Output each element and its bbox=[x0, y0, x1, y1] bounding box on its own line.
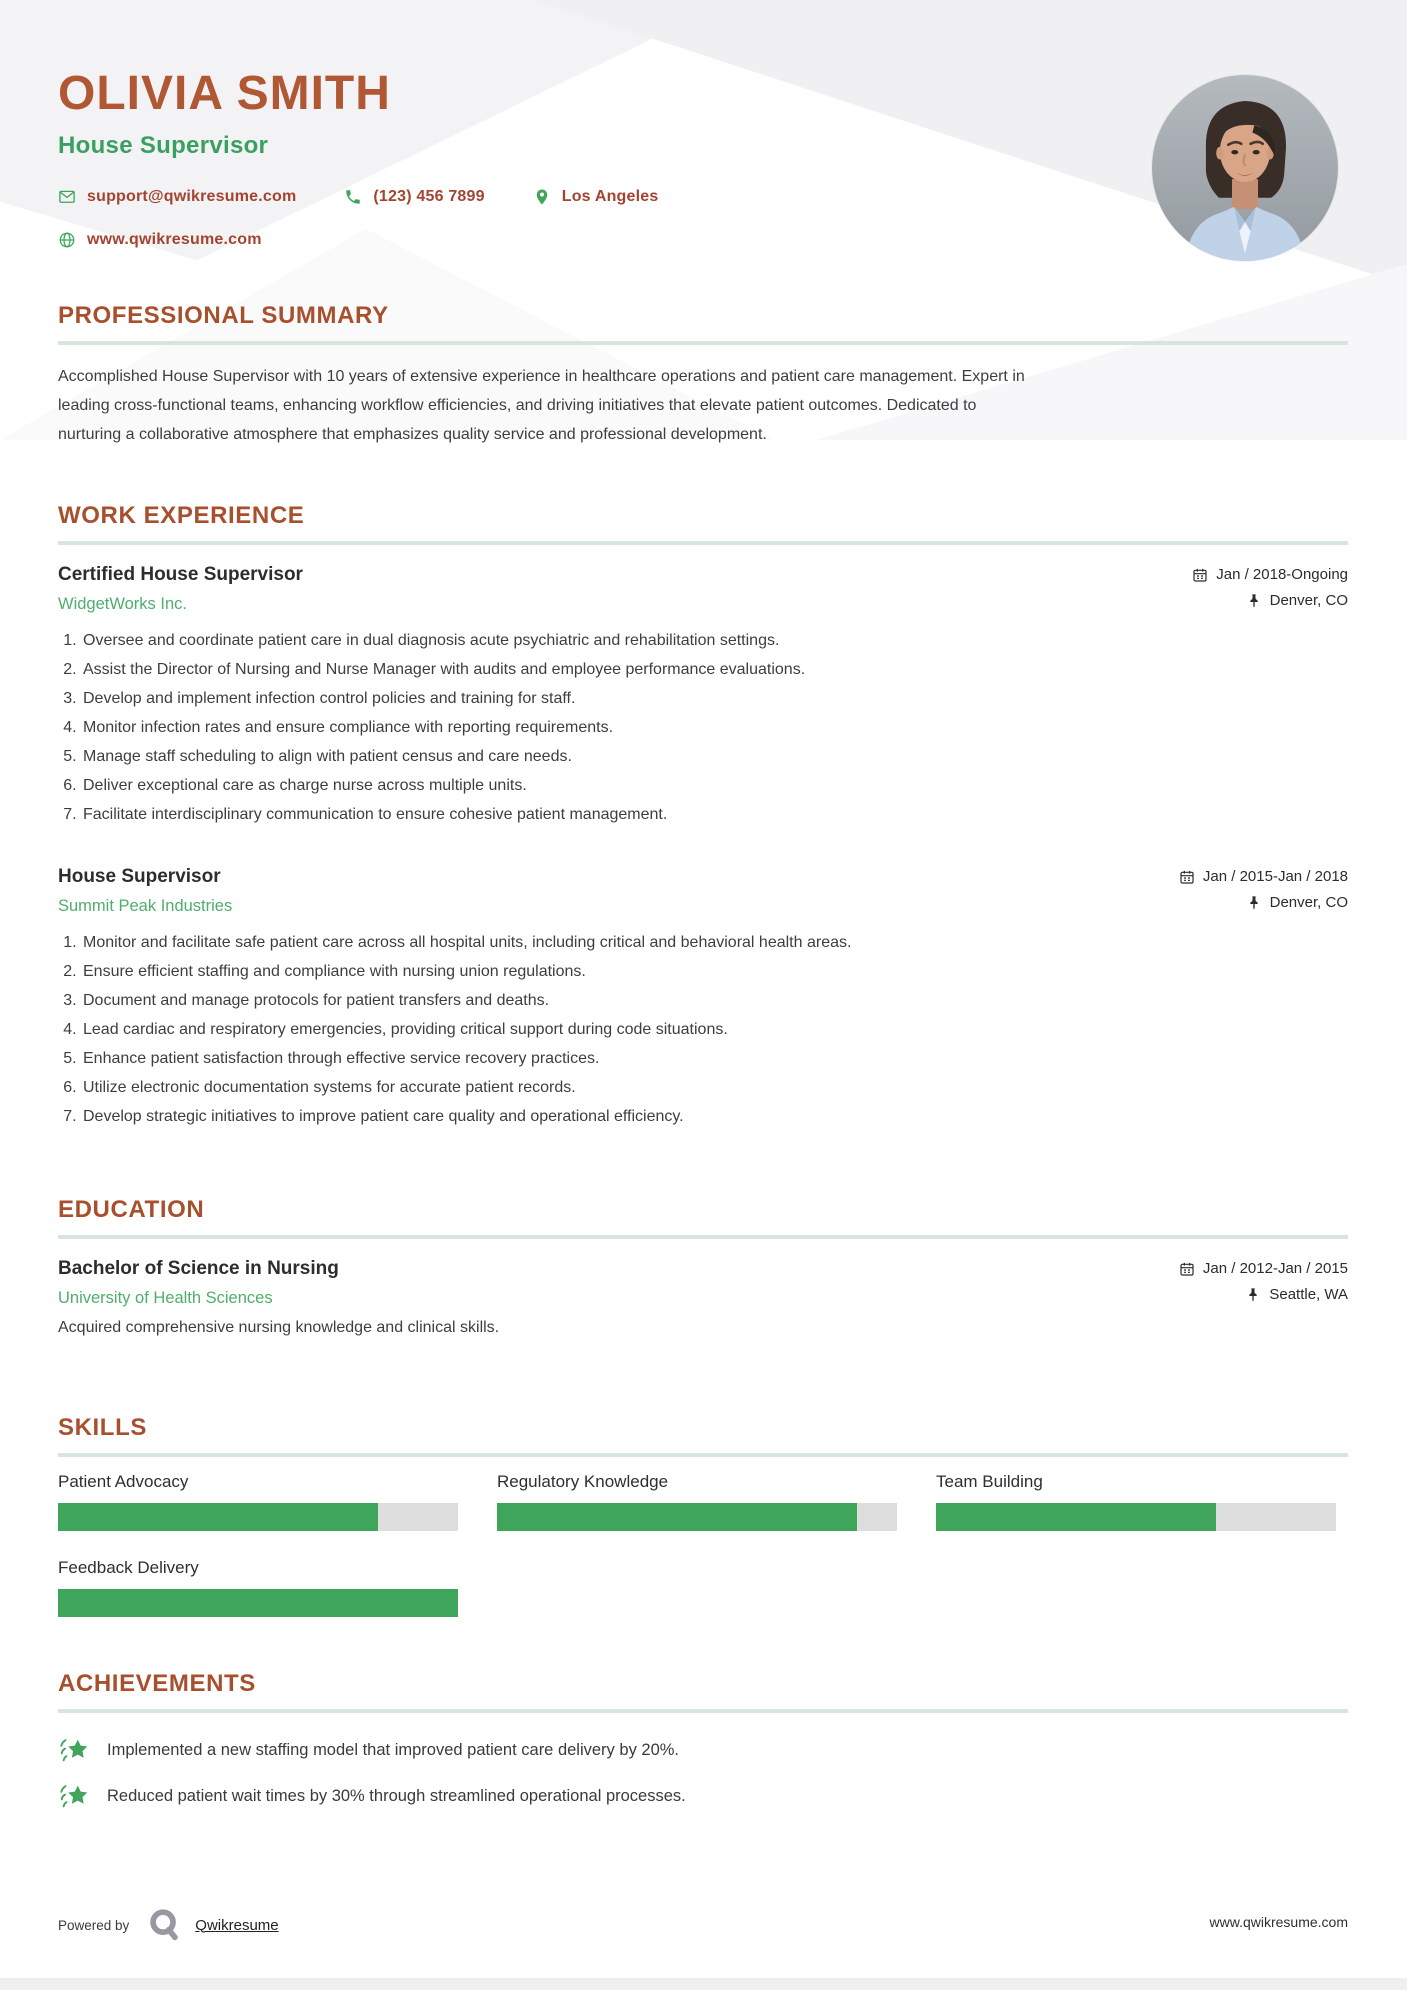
skill-progress-fill bbox=[936, 1503, 1216, 1531]
bullet-item: 6. Deliver exceptional care as charge nurse across multiple units. bbox=[81, 771, 1161, 800]
skill-name: Team Building bbox=[936, 1472, 1043, 1491]
contact-location bbox=[533, 188, 659, 206]
profile-photo bbox=[1152, 75, 1338, 261]
skill-progress-track bbox=[936, 1503, 1336, 1531]
education-header-left bbox=[58, 1258, 339, 1308]
bullet-item: 2. Ensure efficient staffing and compliance with nursing union regulations. bbox=[81, 957, 1161, 986]
job-bullet-list bbox=[61, 928, 1161, 1131]
phone-icon bbox=[344, 188, 362, 206]
bullet-item: 1. Oversee and coordinate patient care in dual diagnosis acute psychiatric and rehabilitation settings. bbox=[81, 626, 1161, 655]
job-date: Jan / 2015-Jan / 2018 bbox=[1202, 868, 1348, 885]
education-heading: EDUCATION bbox=[58, 1196, 205, 1223]
contact-row bbox=[58, 188, 692, 206]
job-date-row bbox=[1192, 566, 1348, 583]
bullet-item: 3. Develop and implement infection control policies and training for staff. bbox=[81, 684, 1161, 713]
bullet-item: 3. Document and manage protocols for patient transfers and deaths. bbox=[81, 986, 1161, 1015]
pushpin-icon bbox=[1245, 1287, 1261, 1303]
calendar-icon bbox=[1179, 869, 1195, 885]
achievement-item bbox=[58, 1782, 1348, 1811]
skill-progress-track bbox=[497, 1503, 897, 1531]
footer-branding bbox=[58, 1906, 279, 1944]
section-divider bbox=[58, 1453, 1348, 1457]
achievement-text: Implemented a new staffing model that improved patient care delivery by 20%. bbox=[107, 1741, 680, 1759]
bullet-item: 4. Monitor infection rates and ensure compliance with reporting requirements. bbox=[81, 713, 1161, 742]
powered-by-label: Powered by bbox=[58, 1917, 130, 1933]
job-header bbox=[58, 866, 1348, 916]
phone-text: (123) 456 7899 bbox=[373, 188, 485, 205]
skill-progress-track bbox=[58, 1589, 458, 1617]
skill-item bbox=[58, 1558, 458, 1617]
job-header-left bbox=[58, 866, 232, 916]
job-header bbox=[58, 564, 1348, 614]
footer-website: www.qwikresume.com bbox=[1209, 1914, 1348, 1930]
contact-email[interactable] bbox=[58, 188, 296, 206]
contact-website[interactable] bbox=[58, 231, 262, 249]
bullet-item: 5. Enhance patient satisfaction through effective service recovery practices. bbox=[81, 1044, 1161, 1073]
page-footer bbox=[0, 1898, 1407, 1950]
summary-text: Accomplished House Supervisor with 10 years of extensive experience in healthcare operations and patient care management. Expert in leading cross-functional teams, enhancing workflow efficiencies, and driving initiatives that elevate patient outcomes. Dedicated to nurturing a collaborative atmosphere that emphasizes quality service and professional development. bbox=[58, 368, 1025, 443]
education-location-row bbox=[1179, 1286, 1348, 1303]
experience-heading: WORK EXPERIENCE bbox=[58, 502, 305, 529]
education-date: Jan / 2012-Jan / 2015 bbox=[1202, 1260, 1348, 1277]
job-bullet-list bbox=[61, 626, 1161, 829]
star-badge-icon bbox=[58, 1736, 90, 1765]
skill-name: Patient Advocacy bbox=[58, 1472, 189, 1491]
job-title: Certified House Supervisor bbox=[58, 564, 303, 585]
job-company: Summit Peak Industries bbox=[58, 897, 233, 915]
job-company: WidgetWorks Inc. bbox=[58, 595, 187, 613]
section-divider bbox=[58, 1235, 1348, 1239]
job-title-heading: House Supervisor bbox=[58, 132, 269, 159]
job-date: Jan / 2018-Ongoing bbox=[1216, 566, 1348, 583]
location-text: Los Angeles bbox=[561, 188, 659, 205]
bullet-item: 2. Assist the Director of Nursing and Nurse Manager with audits and employee performance evaluations. bbox=[81, 655, 1161, 684]
achievements-heading: ACHIEVEMENTS bbox=[58, 1670, 256, 1697]
star-badge-icon bbox=[58, 1782, 90, 1811]
job-location: Denver, CO bbox=[1269, 894, 1348, 911]
page-bottom-strip bbox=[0, 1978, 1407, 1990]
job-date-row bbox=[1179, 868, 1348, 885]
job-title: House Supervisor bbox=[58, 866, 221, 887]
qwikresume-logo bbox=[145, 1906, 183, 1944]
map-pin-icon bbox=[533, 188, 551, 206]
skill-name: Feedback Delivery bbox=[58, 1558, 199, 1577]
education-entry bbox=[58, 1258, 1348, 1337]
qwikresume-link[interactable]: Qwikresume bbox=[195, 1916, 279, 1934]
education-description: Acquired comprehensive nursing knowledge and clinical skills. bbox=[58, 1319, 500, 1336]
bullet-item: 4. Lead cardiac and respiratory emergencies, providing critical support during code situations. bbox=[81, 1015, 1161, 1044]
job-entry bbox=[58, 564, 1348, 829]
job-location-row bbox=[1179, 894, 1348, 911]
achievements-list bbox=[58, 1736, 1348, 1811]
portrait-illustration bbox=[1152, 75, 1338, 261]
person-name: OLIVIA SMITH bbox=[58, 67, 391, 120]
skills-grid bbox=[58, 1472, 1348, 1617]
skill-item bbox=[936, 1472, 1336, 1531]
degree-title: Bachelor of Science in Nursing bbox=[58, 1258, 339, 1279]
skill-item bbox=[497, 1472, 897, 1531]
job-entry bbox=[58, 866, 1348, 1131]
skill-progress-fill bbox=[497, 1503, 857, 1531]
skill-progress-track bbox=[58, 1503, 458, 1531]
achievement-text: Reduced patient wait times by 30% through streamlined operational processes. bbox=[107, 1787, 686, 1805]
calendar-icon bbox=[1192, 567, 1208, 583]
skill-item bbox=[58, 1472, 458, 1531]
education-header bbox=[58, 1258, 1348, 1308]
job-location-row bbox=[1192, 592, 1348, 609]
website-text: www.qwikresume.com bbox=[87, 231, 262, 248]
section-education bbox=[58, 1196, 1348, 1337]
bullet-item: 7. Facilitate interdisciplinary communication to ensure cohesive patient management. bbox=[81, 800, 1161, 829]
skill-progress-fill bbox=[58, 1503, 378, 1531]
section-divider bbox=[58, 341, 1348, 345]
section-skills bbox=[58, 1414, 1348, 1617]
section-summary bbox=[58, 302, 1348, 449]
education-meta bbox=[1179, 1258, 1348, 1303]
achievement-item bbox=[58, 1736, 1348, 1765]
job-location: Denver, CO bbox=[1269, 592, 1348, 609]
section-experience bbox=[58, 502, 1348, 1131]
bullet-item: 7. Develop strategic initiatives to improve patient care quality and operational efficiency. bbox=[81, 1102, 1161, 1131]
skills-heading: SKILLS bbox=[58, 1414, 147, 1441]
skill-progress-fill bbox=[58, 1589, 458, 1617]
pushpin-icon bbox=[1246, 895, 1262, 911]
job-meta bbox=[1179, 866, 1348, 911]
school-name: University of Health Sciences bbox=[58, 1289, 273, 1307]
section-divider bbox=[58, 541, 1348, 545]
pushpin-icon bbox=[1246, 593, 1262, 609]
job-header-left bbox=[58, 564, 303, 614]
bullet-item: 5. Manage staff scheduling to align with patient census and care needs. bbox=[81, 742, 1161, 771]
job-meta bbox=[1192, 564, 1348, 609]
bullet-item: 1. Monitor and facilitate safe patient care across all hospital units, including critical and behavioral health areas. bbox=[81, 928, 1161, 957]
email-text: support@qwikresume.com bbox=[87, 188, 297, 205]
summary-heading: PROFESSIONAL SUMMARY bbox=[58, 302, 389, 329]
calendar-icon bbox=[1179, 1261, 1195, 1277]
skill-name: Regulatory Knowledge bbox=[497, 1472, 669, 1491]
contact-phone[interactable] bbox=[344, 188, 484, 206]
section-divider bbox=[58, 1709, 1348, 1713]
education-date-row bbox=[1179, 1260, 1348, 1277]
section-achievements bbox=[58, 1670, 1348, 1811]
globe-icon bbox=[58, 231, 76, 249]
education-location: Seattle, WA bbox=[1269, 1286, 1348, 1303]
envelope-icon bbox=[58, 188, 76, 206]
contact-row bbox=[58, 231, 296, 249]
bullet-item: 6. Utilize electronic documentation systems for accurate patient records. bbox=[81, 1073, 1161, 1102]
